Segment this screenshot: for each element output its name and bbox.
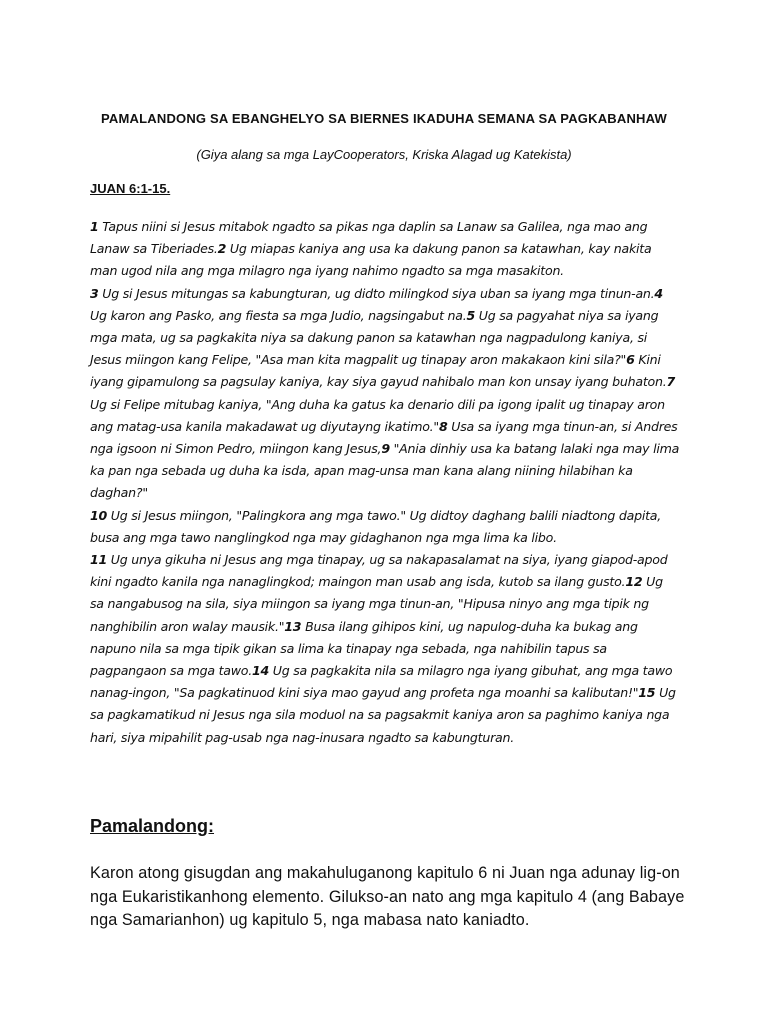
verse-text: Busa ilang gihipos kini, ug napulog-duha ka bukag ang napuno nila sa mga tipik gikan sa lima ka tinapay nga sebada, nga nahibilin tapus sa pagpangaon sa mga tawo. <box>90 618 638 679</box>
verse-text: Ug si Jesus miingon, "Palingkora ang mga tawo." Ug didtoy daghang balili niadtong dapita, busa ang mga tawo nanglingkod nga may gidaghanon nga mga lima ka libo. <box>90 507 662 545</box>
verse-text: Ug sa nangabusog na sila, siya miingon sa iyang mga tinun-an, "Hipusa ninyo ang mga tipik ng nanghibilin aron walay mausik." <box>90 574 663 634</box>
verse-text: Ug sa pagyahat niya sa iyang mga mata, ug sa pagkakita niya sa dakung panon sa katawhan nga nagpadulong kaniya, si Jesus miingon kang Felipe, "Asa man kita magpalit ug tinapay aron makakaon kini sila?" <box>90 307 659 368</box>
verse-text: Ug miapas kaniya ang usa ka dakung panon sa katawhan, kay nakita man ugod nila ang mga milagro nga iyang nahimo ngadto sa mga masakiton. <box>90 241 652 279</box>
verse-number: 12 <box>625 574 643 590</box>
verse-number: 8 <box>438 418 448 434</box>
verse-number: 11 <box>90 552 108 568</box>
verse-number: 5 <box>466 307 476 323</box>
verse-number: 3 <box>90 285 99 301</box>
verse-text: Kini iyang gipamulong sa pagsulay kaniya, kay siya gayud nahibalo man kon unsay iyang buhaton. <box>90 352 667 390</box>
reflection-heading: Pamalandong: <box>90 816 215 836</box>
verse-text: Ug sa pagkakita nila sa milagro nga iyang gibuhat, ang mga tawo nanag-ingon, "Sa pagkatinuod kini siya mao gayud ang profeta nga moanhi sa kalibutan!" <box>90 663 673 701</box>
verse-number: 15 <box>638 685 656 701</box>
verse-text: Ug sa pagkamatikud ni Jesus nga sila moduol na sa pagsakmit kaniya aron sa paghimo kaniya nga hari, siya mipahilit pag-usab nga nag-inusara ngadto sa kabungturan. <box>90 685 676 745</box>
verse-number: 6 <box>626 352 635 368</box>
reflection-text: Karon atong gisugdan ang makahuluganong kapitulo 6 ni Juan nga adunay lig-on nga Eukaristikanhong elemento. Gilukso-an nato ang mga kapitulo 4 (ang Babaye nga Samarianhon) ug kapitulo 5, nga mabasa nato kaniadto. <box>90 864 685 929</box>
verse-text: Ug si Jesus mitungas sa kabungturan, ug didto milingkod siya uban sa iyang mga tinun-an. <box>98 285 655 301</box>
document-title: PAMALANDONG SA EBANGHELYO SA BIERNES IKADUHA SEMANA SA PAGKABANHAW <box>101 111 667 126</box>
verse-number: 9 <box>381 441 390 457</box>
verse-text: Ug unya gikuha ni Jesus ang mga tinapay, ug sa nakapasalamat na siya, iyang giapod-apod kini ngadto kanila nga nanaglingkod; maingon man usab ang isda, kutob sa ilang gusto. <box>90 552 668 590</box>
verse-number: 7 <box>666 374 675 390</box>
verse-text: Ug karon ang Pasko, ang fiesta sa mga Judio, nagsingabut na. <box>90 307 467 323</box>
verse-number: 13 <box>284 618 302 634</box>
verse-number: 2 <box>217 241 227 257</box>
verse-text: "Ania dinhiy usa ka batang lalaki nga may lima ka pan nga sebada ug duha ka isda, apan mag-unsa man kana alang niining hilabihan ka daghan?" <box>90 441 680 501</box>
document-subtitle: (Giya alang sa mga LayCooperators, Kriska Alagad ug Katekista) <box>196 147 572 162</box>
verse-number: 4 <box>654 285 663 301</box>
verse-number: 14 <box>251 663 270 679</box>
gospel-passage <box>90 216 680 749</box>
verse-number: 1 <box>90 219 99 234</box>
reading-reference: JUAN 6:1-15. <box>90 181 171 196</box>
verse-number: 10 <box>90 507 108 523</box>
verse-text: Usa sa iyang mga tinun-an, si Andres nga igsoon ni Simon Pedro, miingon kang Jesus, <box>90 418 678 457</box>
verse-text: Ug si Felipe mitubag kaniya, "Ang duha ka gatus ka denario dili pa igong ipalit ug tinapay aron ang matag-usa kanila makadawat ug diyutayng ikatimo." <box>90 396 665 434</box>
verse-text: Tapus niini si Jesus mitabok ngadto sa pikas nga daplin sa Lanaw sa Galilea, nga mao ang Lanaw sa Tiberiades. <box>90 219 648 257</box>
